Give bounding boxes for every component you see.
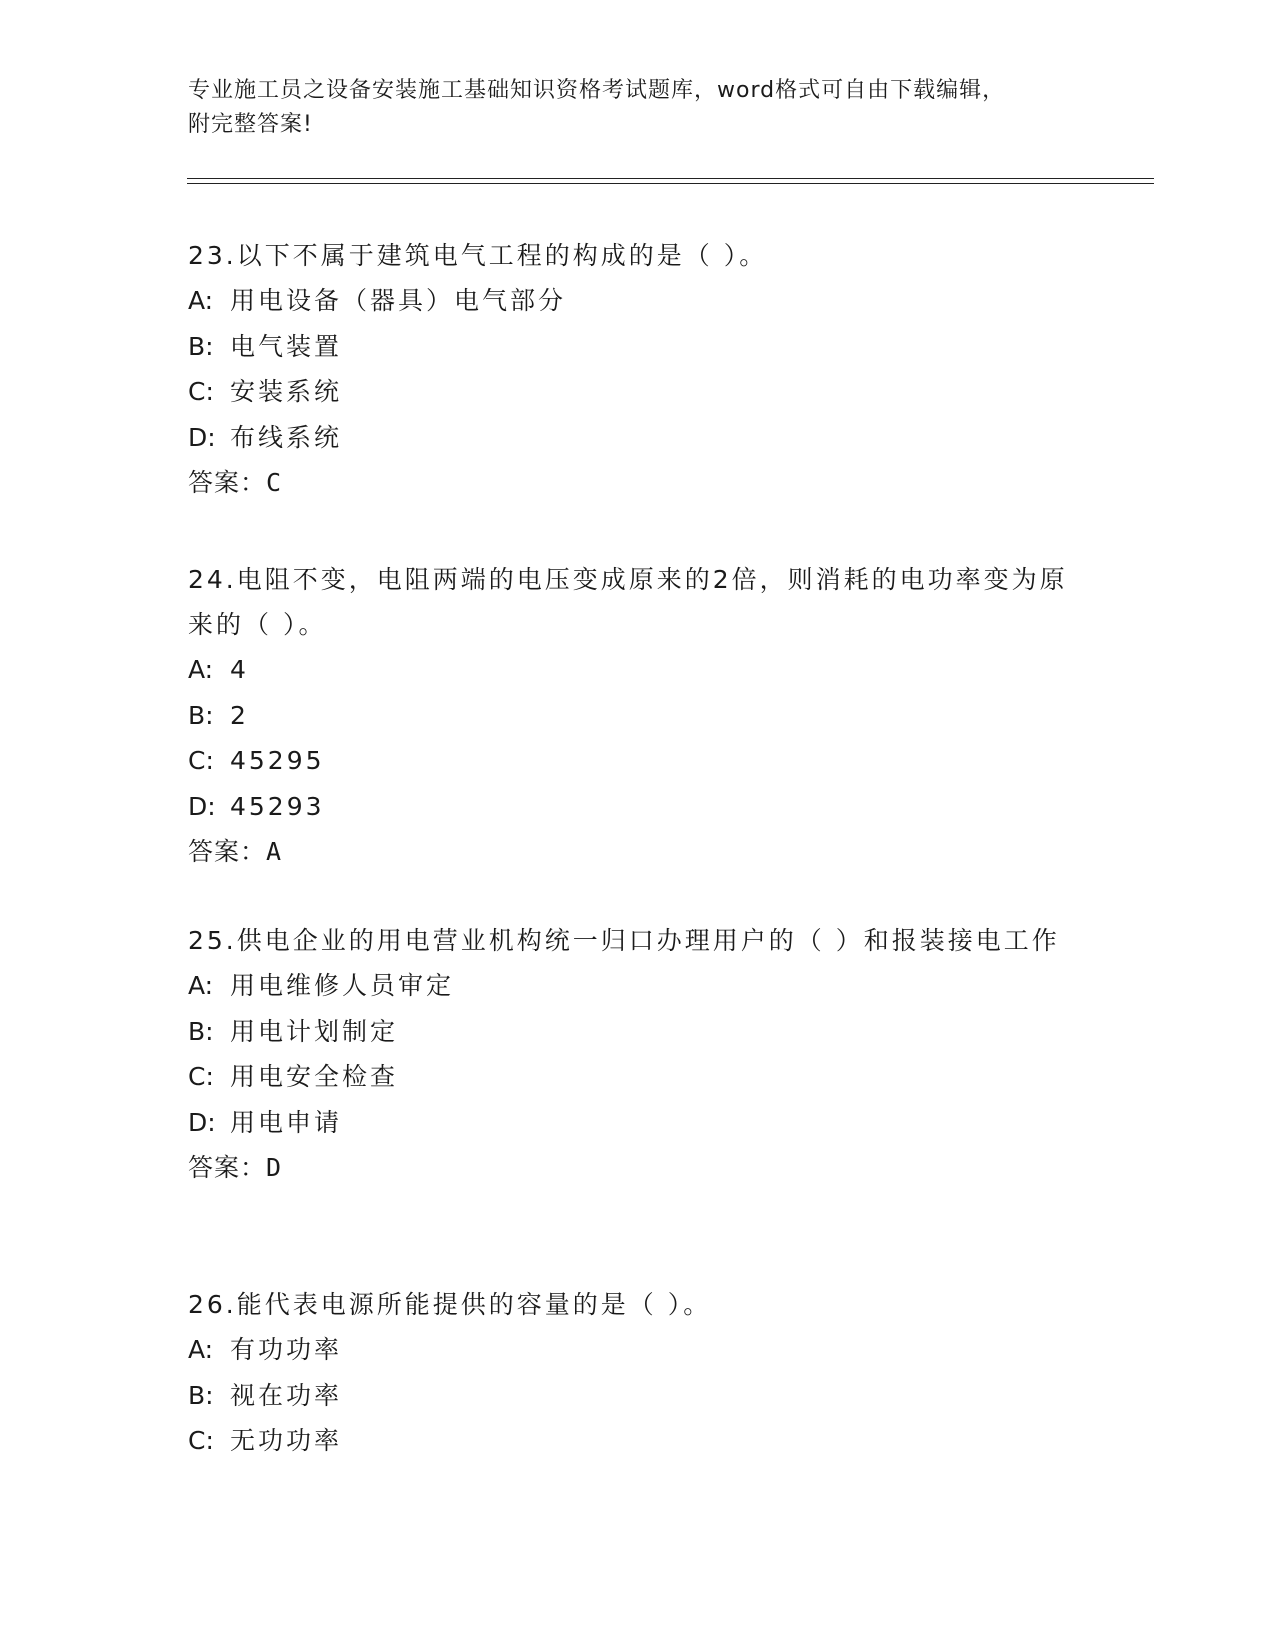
option-b bbox=[188, 693, 1088, 739]
option-key: B: bbox=[188, 700, 214, 730]
option-text: 用电维修人员审定 bbox=[230, 971, 455, 1000]
option-key: A: bbox=[188, 655, 214, 684]
option-a bbox=[188, 278, 1088, 324]
option-key: B: bbox=[188, 1016, 214, 1046]
option-c bbox=[188, 369, 1088, 415]
question-25 bbox=[188, 918, 1088, 1190]
header-line-1: 专业施工员之设备安装施工基础知识资格考试题库，word格式可自由下载编辑， bbox=[188, 78, 1006, 103]
option-b bbox=[188, 1009, 1088, 1055]
option-text: 用电设备（器具）电气部分 bbox=[230, 286, 567, 315]
option-text: 无功功率 bbox=[230, 1426, 343, 1455]
answer-line bbox=[188, 1145, 1088, 1190]
option-text: 45295 bbox=[230, 746, 325, 775]
option-key: A: bbox=[188, 286, 214, 315]
option-key: D: bbox=[188, 791, 216, 821]
option-text: 视在功率 bbox=[230, 1380, 343, 1410]
question-24 bbox=[188, 557, 1088, 874]
option-text: 电气装置 bbox=[230, 331, 343, 361]
option-text: 布线系统 bbox=[230, 422, 343, 452]
option-d bbox=[188, 415, 1088, 461]
option-d bbox=[188, 784, 1088, 830]
answer-value: A bbox=[266, 837, 282, 866]
question-23 bbox=[188, 233, 1088, 505]
header-divider-top bbox=[187, 178, 1154, 179]
option-text: 4 bbox=[230, 655, 249, 684]
header-line-2: 附完整答案! bbox=[188, 112, 313, 137]
option-a bbox=[188, 963, 1088, 1009]
option-text: 用电安全检查 bbox=[230, 1062, 399, 1091]
option-d bbox=[188, 1100, 1088, 1146]
option-key: C: bbox=[188, 377, 214, 406]
option-a bbox=[188, 647, 1088, 693]
option-key: D: bbox=[188, 422, 216, 452]
document-header bbox=[188, 74, 1088, 142]
question-stem: 24.电阻不变，电阻两端的电压变成原来的2倍，则消耗的电功率变为原来的（ ）。 bbox=[188, 565, 1068, 639]
option-key: B: bbox=[188, 331, 214, 361]
option-a bbox=[188, 1327, 1088, 1373]
option-text: 安装系统 bbox=[230, 377, 343, 406]
option-b bbox=[188, 1373, 1088, 1419]
option-text: 有功功率 bbox=[230, 1335, 343, 1364]
header-divider-bottom bbox=[187, 183, 1154, 184]
option-text: 用电计划制定 bbox=[230, 1016, 399, 1046]
answer-label: 答案： bbox=[188, 1153, 267, 1182]
option-text: 用电申请 bbox=[230, 1107, 343, 1137]
option-key: C: bbox=[188, 1426, 214, 1455]
option-c bbox=[188, 1418, 1088, 1464]
option-key: C: bbox=[188, 1062, 214, 1091]
answer-line bbox=[188, 829, 1088, 874]
answer-label: 答案： bbox=[188, 837, 267, 866]
option-c bbox=[188, 738, 1088, 784]
option-key: B: bbox=[188, 1380, 214, 1410]
option-text: 2 bbox=[230, 700, 249, 730]
option-b bbox=[188, 324, 1088, 370]
option-text: 45293 bbox=[230, 791, 325, 821]
question-stem: 26.能代表电源所能提供的容量的是（ ）。 bbox=[188, 1290, 712, 1319]
option-key: C: bbox=[188, 746, 214, 775]
option-c bbox=[188, 1054, 1088, 1100]
answer-value: D bbox=[266, 1153, 282, 1182]
question-stem: 25.供电企业的用电营业机构统一归口办理用户的（ ）和报装接电工作 bbox=[188, 926, 1060, 955]
answer-value: C bbox=[266, 468, 282, 497]
option-key: A: bbox=[188, 1335, 214, 1364]
option-key: A: bbox=[188, 971, 214, 1000]
question-stem: 23.以下不属于建筑电气工程的构成的是（ ）。 bbox=[188, 241, 768, 270]
answer-label: 答案： bbox=[188, 468, 267, 497]
answer-line bbox=[188, 460, 1088, 505]
question-26 bbox=[188, 1282, 1088, 1464]
option-key: D: bbox=[188, 1107, 216, 1137]
